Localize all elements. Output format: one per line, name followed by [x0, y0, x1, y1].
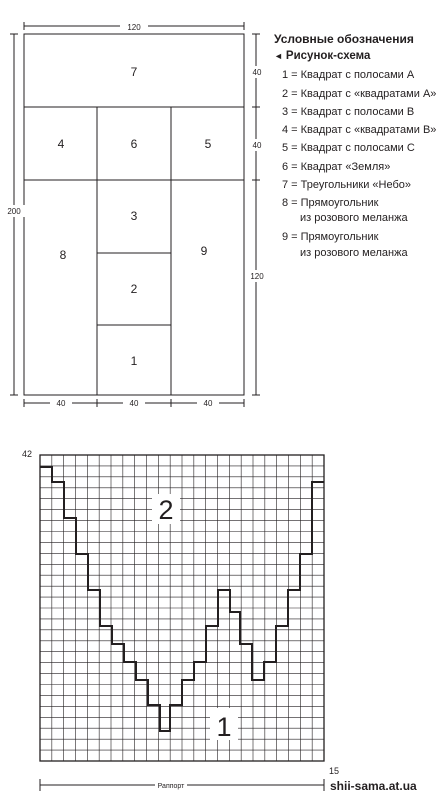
legend-item-5: 5 = Квадрат с полосами С: [282, 142, 415, 154]
legend-item-8-cont: из розового меланжа: [300, 212, 408, 224]
legend-item-8: 8 = Прямоугольник: [282, 197, 379, 209]
legend-item-3: 3 = Квадрат с полосами В: [282, 106, 415, 118]
panel-8-label: 8: [59, 248, 67, 262]
legend-title: Условные обозначения: [274, 32, 414, 46]
legend-item-6: 6 = Квадрат «Земля»: [282, 161, 391, 173]
legend-item-9: 9 = Прямоугольник: [282, 231, 379, 243]
bottom-dim-label-center: 40: [129, 399, 139, 408]
legend-item-4: 4 = Квадрат с «квадратами В»: [282, 124, 437, 136]
legend-item-1: 1 = Квадрат с полосами А: [282, 69, 415, 81]
site-watermark: shii-sama.at.ua: [330, 779, 417, 793]
panel-9-label: 9: [200, 244, 208, 258]
arrow-left-icon: ◄: [274, 51, 283, 61]
right-dim-label-sky: 40: [252, 68, 262, 77]
top-width-label: 120: [127, 23, 141, 32]
pattern-grid: [40, 455, 324, 761]
right-dim-label-middle: 40: [252, 141, 262, 150]
chart-bottom-row-number: 15: [329, 766, 340, 776]
legend-item-9-cont: из розового меланжа: [300, 247, 408, 259]
panel-2-label: 2: [130, 282, 138, 296]
height-label: 200: [7, 207, 21, 216]
chart-region-2-label: 2: [158, 495, 174, 525]
chart-top-row-number: 42: [22, 449, 33, 459]
legend-subtitle: [274, 50, 370, 62]
chart-region-1-label: 1: [216, 712, 232, 742]
bottom-dim-label-right: 40: [203, 399, 213, 408]
panel-3-label: 3: [130, 209, 138, 223]
panel-4-label: 4: [57, 137, 65, 151]
panel-7-label: 7: [130, 65, 138, 79]
panel-6-label: 6: [130, 137, 138, 151]
panel-1-label: 1: [130, 354, 138, 368]
legend-item-2: 2 = Квадрат с «квадратами А»: [282, 88, 437, 100]
repeat-label: Раппорт: [157, 783, 185, 790]
right-dim-label-bottom: 120: [250, 272, 264, 281]
bottom-dim-label-left: 40: [56, 399, 66, 408]
panel-5-label: 5: [204, 137, 212, 151]
legend-item-7: 7 = Треугольники «Небо»: [282, 179, 411, 191]
legend-subtitle-text: Рисунок-схема: [285, 50, 371, 62]
